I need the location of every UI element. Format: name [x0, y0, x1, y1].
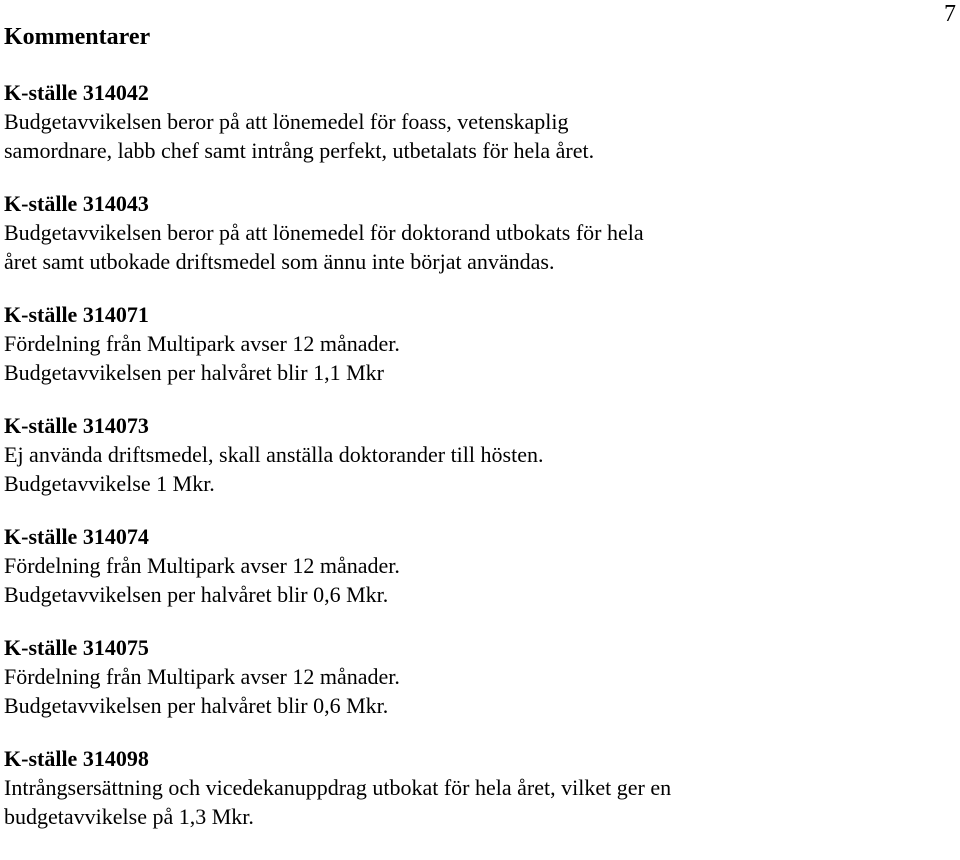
section-body: Budgetavvikelsen beror på att lönemedel för doktorand utbokats för hela året samt utbokade driftsmedel som ännu inte börjat användas.: [4, 220, 644, 274]
section-body: Intrångsersättning och vicedekanuppdrag utbokat för hela året, vilket ger en budgetavvikelse på 1,3 Mkr.: [4, 775, 672, 829]
document-content: [4, 22, 944, 855]
section-title: K-ställe 314075: [4, 635, 149, 660]
section-314073: [4, 411, 944, 498]
section-314074: [4, 522, 944, 609]
section-title: K-ställe 314071: [4, 302, 149, 327]
section-title: K-ställe 314098: [4, 746, 149, 771]
section-314042: [4, 78, 944, 165]
section-title: K-ställe 314043: [4, 191, 149, 216]
section-314071: [4, 300, 944, 387]
section-body: Fördelning från Multipark avser 12 månader. Budgetavvikelsen per halvåret blir 0,6 Mkr.: [4, 553, 400, 607]
section-314075: [4, 633, 944, 720]
section-314043: [4, 189, 944, 276]
section-body: Budgetavvikelsen beror på att lönemedel för foass, vetenskaplig samordnare, labb chef samt intrång perfekt, utbetalats för hela året.: [4, 109, 595, 163]
section-title: K-ställe 314074: [4, 524, 149, 549]
section-body: Fördelning från Multipark avser 12 månader. Budgetavvikelsen per halvåret blir 0,6 Mkr.: [4, 664, 400, 718]
section-314098: [4, 744, 944, 831]
page-heading: Kommentarer: [4, 24, 151, 50]
section-body: Ej använda driftsmedel, skall anställa doktorander till hösten. Budgetavvikelse 1 Mkr.: [4, 442, 544, 496]
section-title: K-ställe 314073: [4, 413, 149, 438]
section-body: Fördelning från Multipark avser 12 månader. Budgetavvikelsen per halvåret blir 1,1 Mkr: [4, 331, 400, 385]
section-title: K-ställe 314042: [4, 80, 149, 105]
page-number: 7: [944, 1, 956, 27]
